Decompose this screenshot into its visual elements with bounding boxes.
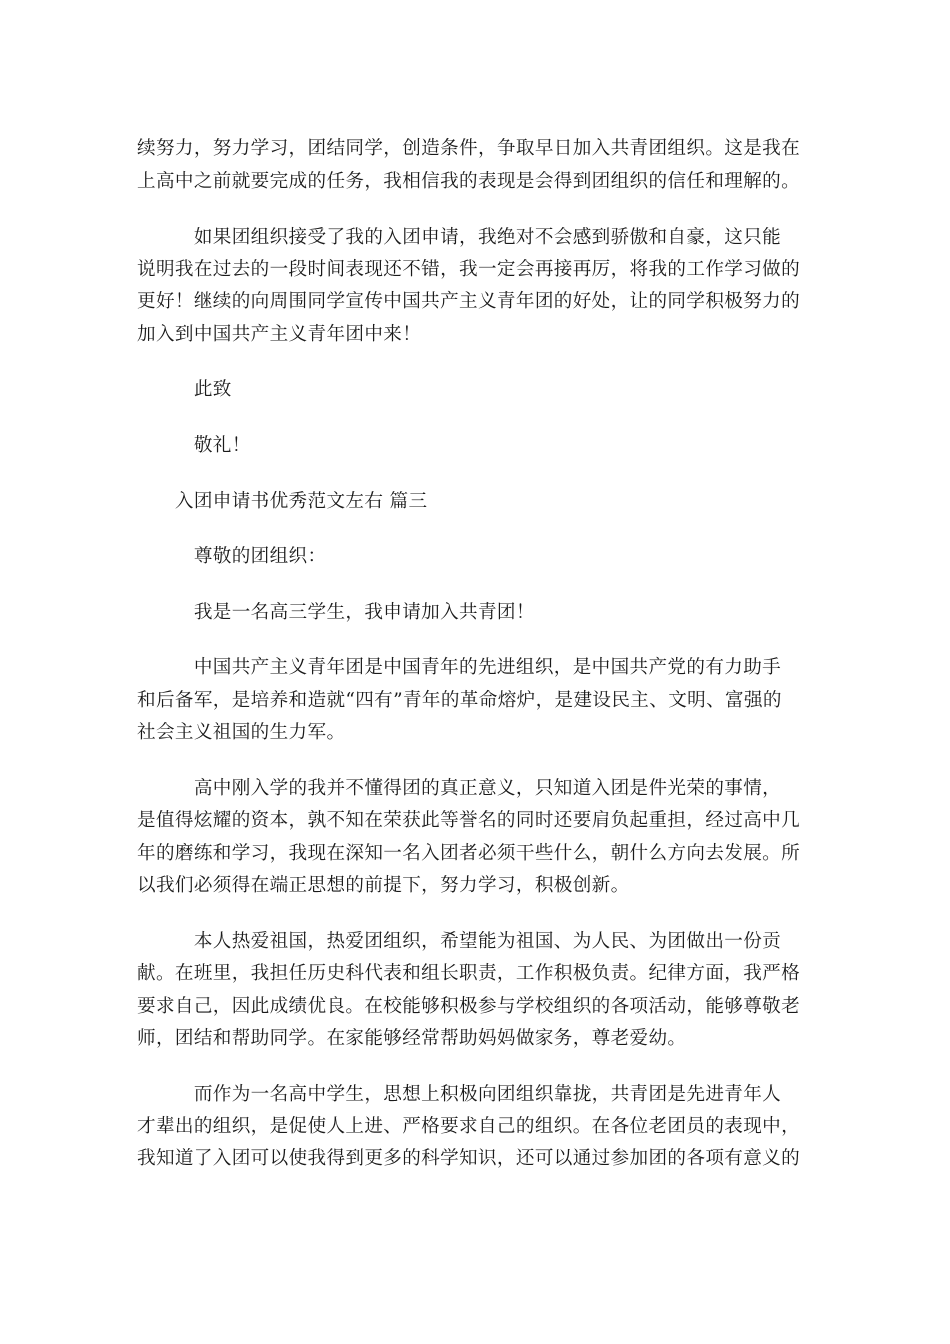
text-line: 本人热爱祖国，热爱团组织，希望能为祖国、为人民、为团做出一份贡 <box>137 931 782 952</box>
text-line: 而作为一名高中学生，思想上积极向团组织靠拢，共青团是先进青年人 <box>137 1084 782 1105</box>
text-line: 献。在班里，我担任历史科代表和组长职责，工作积极负责。纪律方面，我严格 <box>137 963 801 984</box>
text-line: 高中刚入学的我并不懂得团的真正意义，只知道入团是件光荣的事情， <box>137 778 782 799</box>
text-line: 续努力，努力学习，团结同学，创造条件，争取早日加入共青团组织。这是我在 <box>137 138 801 159</box>
text-line: 说明我在过去的一段时间表现还不错，我一定会再接再厉，将我的工作学习做的 <box>137 259 801 280</box>
text-line: 是值得炫耀的资本，孰不知在荣获此等誉名的同时还要肩负起重担，经过高中几 <box>137 810 801 831</box>
text-line: 如果团组织接受了我的入团申请，我绝对不会感到骄傲和自豪，这只能 <box>137 227 782 248</box>
text-line: 更好！继续的向周围同学宣传中国共产主义青年团的好处，让的同学积极努力的 <box>137 291 801 312</box>
text-line: 上高中之前就要完成的任务，我相信我的表现是会得到团组织的信任和理解的。 <box>137 171 801 192</box>
section-heading: 入团申请书优秀范文左右 篇三 <box>137 491 428 512</box>
text-line: 中国共产主义青年团是中国青年的先进组织，是中国共产党的有力助手 <box>137 657 782 678</box>
text-line: 加入到中国共产主义青年团中来！ <box>137 324 422 345</box>
text-line: 才辈出的组织，是促使人上进、严格要求自己的组织。在各位老团员的表现中， <box>137 1116 801 1137</box>
text-line: 和后备军，是培养和造就“四有”青年的革命熔炉，是建设民主、文明、富强的 <box>137 690 782 711</box>
text-line: 以我们必须得在端正思想的前提下，努力学习，积极创新。 <box>137 875 630 896</box>
text-line: 我是一名高三学生，我申请加入共青团！ <box>137 602 535 623</box>
text-line: 年的磨练和学习，我现在深知一名入团者必须干些什么，朝什么方向去发展。所 <box>137 843 801 864</box>
text-line: 我知道了入团可以使我得到更多的科学知识，还可以通过参加团的各项有意义的 <box>137 1148 801 1169</box>
text-line: 师，团结和帮助同学。在家能够经常帮助妈妈做家务，尊老爱幼。 <box>137 1028 687 1049</box>
closing-salutation: 此致 <box>137 379 232 400</box>
text-line: 社会主义祖国的生力军。 <box>137 722 346 743</box>
text-line: 要求自己，因此成绩优良。在校能够积极参与学校组织的各项活动，能够尊敬老 <box>137 996 801 1017</box>
greeting: 尊敬的团组织： <box>137 546 327 567</box>
closing-regards: 敬礼！ <box>137 435 251 456</box>
